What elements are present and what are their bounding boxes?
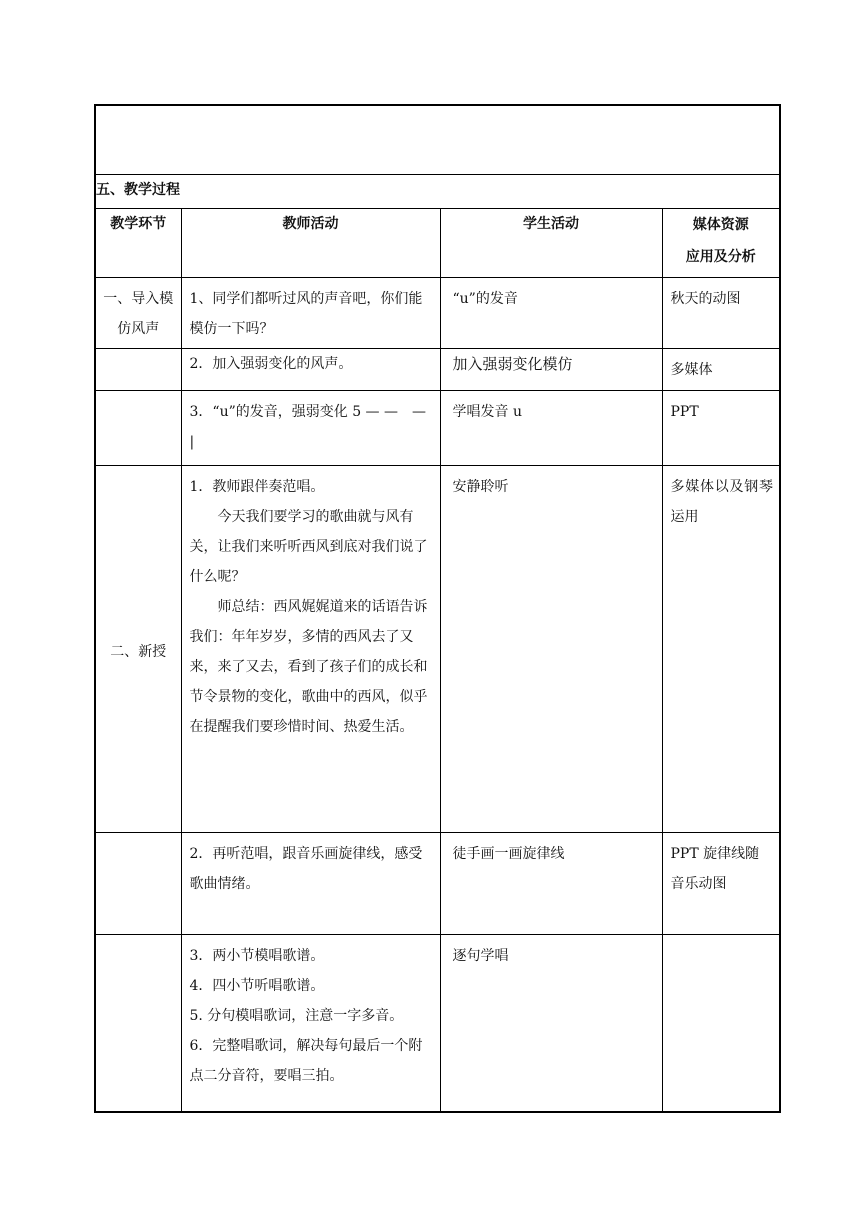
teacher-cell	[181, 349, 440, 391]
stage-cell	[95, 391, 181, 466]
table-row	[95, 935, 780, 1113]
student-cell: 逐句学唱	[440, 935, 662, 1113]
header-media-line2: 应用及分析	[685, 249, 756, 265]
student-cell: 学唱发音 u	[440, 391, 662, 466]
teacher-text: 今天我们要学习的歌曲就与风有关，让我们来听听西风到底对我们说了什么呢？	[189, 509, 428, 585]
header-stage: 教学环节	[95, 209, 181, 278]
stage-cell	[95, 935, 181, 1113]
student-cell: 徒手画一画旋律线	[440, 833, 662, 935]
media-cell: PPT 旋律线随音乐动图	[662, 833, 780, 935]
teacher-text: 5. 分句模唱歌词，注意一字多音。	[189, 1008, 404, 1024]
teacher-text: 2．再听范唱，跟音乐画旋律线，感受歌曲情绪。	[189, 846, 423, 892]
teacher-cell	[181, 833, 440, 935]
lesson-plan-table	[94, 104, 781, 1113]
teacher-text: 2．加入强弱变化的风声。	[189, 356, 353, 372]
table-row	[95, 391, 780, 466]
table-header-row	[95, 209, 780, 278]
media-cell: 多媒体以及钢琴运用	[662, 466, 780, 833]
section-title: 五、教学过程	[95, 175, 780, 209]
teacher-text: 6．完整唱歌词，解决每句最后一个附点二分音符，要唱三拍。	[189, 1038, 423, 1084]
stage-cell	[95, 349, 181, 391]
teacher-cell	[181, 391, 440, 466]
teacher-text: 1、同学们都听过风的声音吧，你们能模仿一下吗？	[189, 291, 423, 337]
teacher-text: 3．两小节模唱歌谱。	[189, 948, 325, 964]
teacher-text: 4．四小节听唱歌谱。	[189, 978, 325, 994]
media-cell	[662, 935, 780, 1113]
header-media	[662, 209, 780, 278]
header-student: 学生活动	[440, 209, 662, 278]
header-teacher: 教师活动	[181, 209, 440, 278]
table-row	[95, 278, 780, 349]
stage-cell: 二、新授	[95, 466, 181, 833]
table-row	[95, 349, 780, 391]
stage-line1: 一、导入模	[103, 291, 174, 307]
teacher-text: 师总结：西风娓娓道来的话语告诉我们：年年岁岁，多情的西风去了又来，来了又去，看到了孩子们的成长和节令景物的变化，歌曲中的西风，似乎在提醒我们要珍惜时间、热爱生活。	[189, 599, 428, 735]
teacher-cell	[181, 935, 440, 1113]
header-media-line1: 媒体资源	[692, 217, 749, 233]
section-row	[95, 175, 780, 209]
student-cell: 安静聆听	[440, 466, 662, 833]
table-row	[95, 833, 780, 935]
student-cell: “u”的发音	[440, 278, 662, 349]
media-cell: PPT	[662, 391, 780, 466]
blank-cell	[95, 105, 780, 175]
student-cell: 加入强弱变化模仿	[440, 349, 662, 391]
blank-row	[95, 105, 780, 175]
teacher-cell	[181, 466, 440, 833]
stage-cell	[95, 833, 181, 935]
stage-line2: 仿风声	[117, 321, 160, 337]
teacher-text: 3．“u”的发音，强弱变化 5 — — — |	[189, 404, 426, 450]
media-cell: 多媒体	[662, 349, 780, 391]
media-cell: 秋天的动图	[662, 278, 780, 349]
teacher-text: 1．教师跟伴奏范唱。	[189, 479, 325, 495]
teacher-cell	[181, 278, 440, 349]
stage-cell	[95, 278, 181, 349]
table-row	[95, 466, 780, 833]
